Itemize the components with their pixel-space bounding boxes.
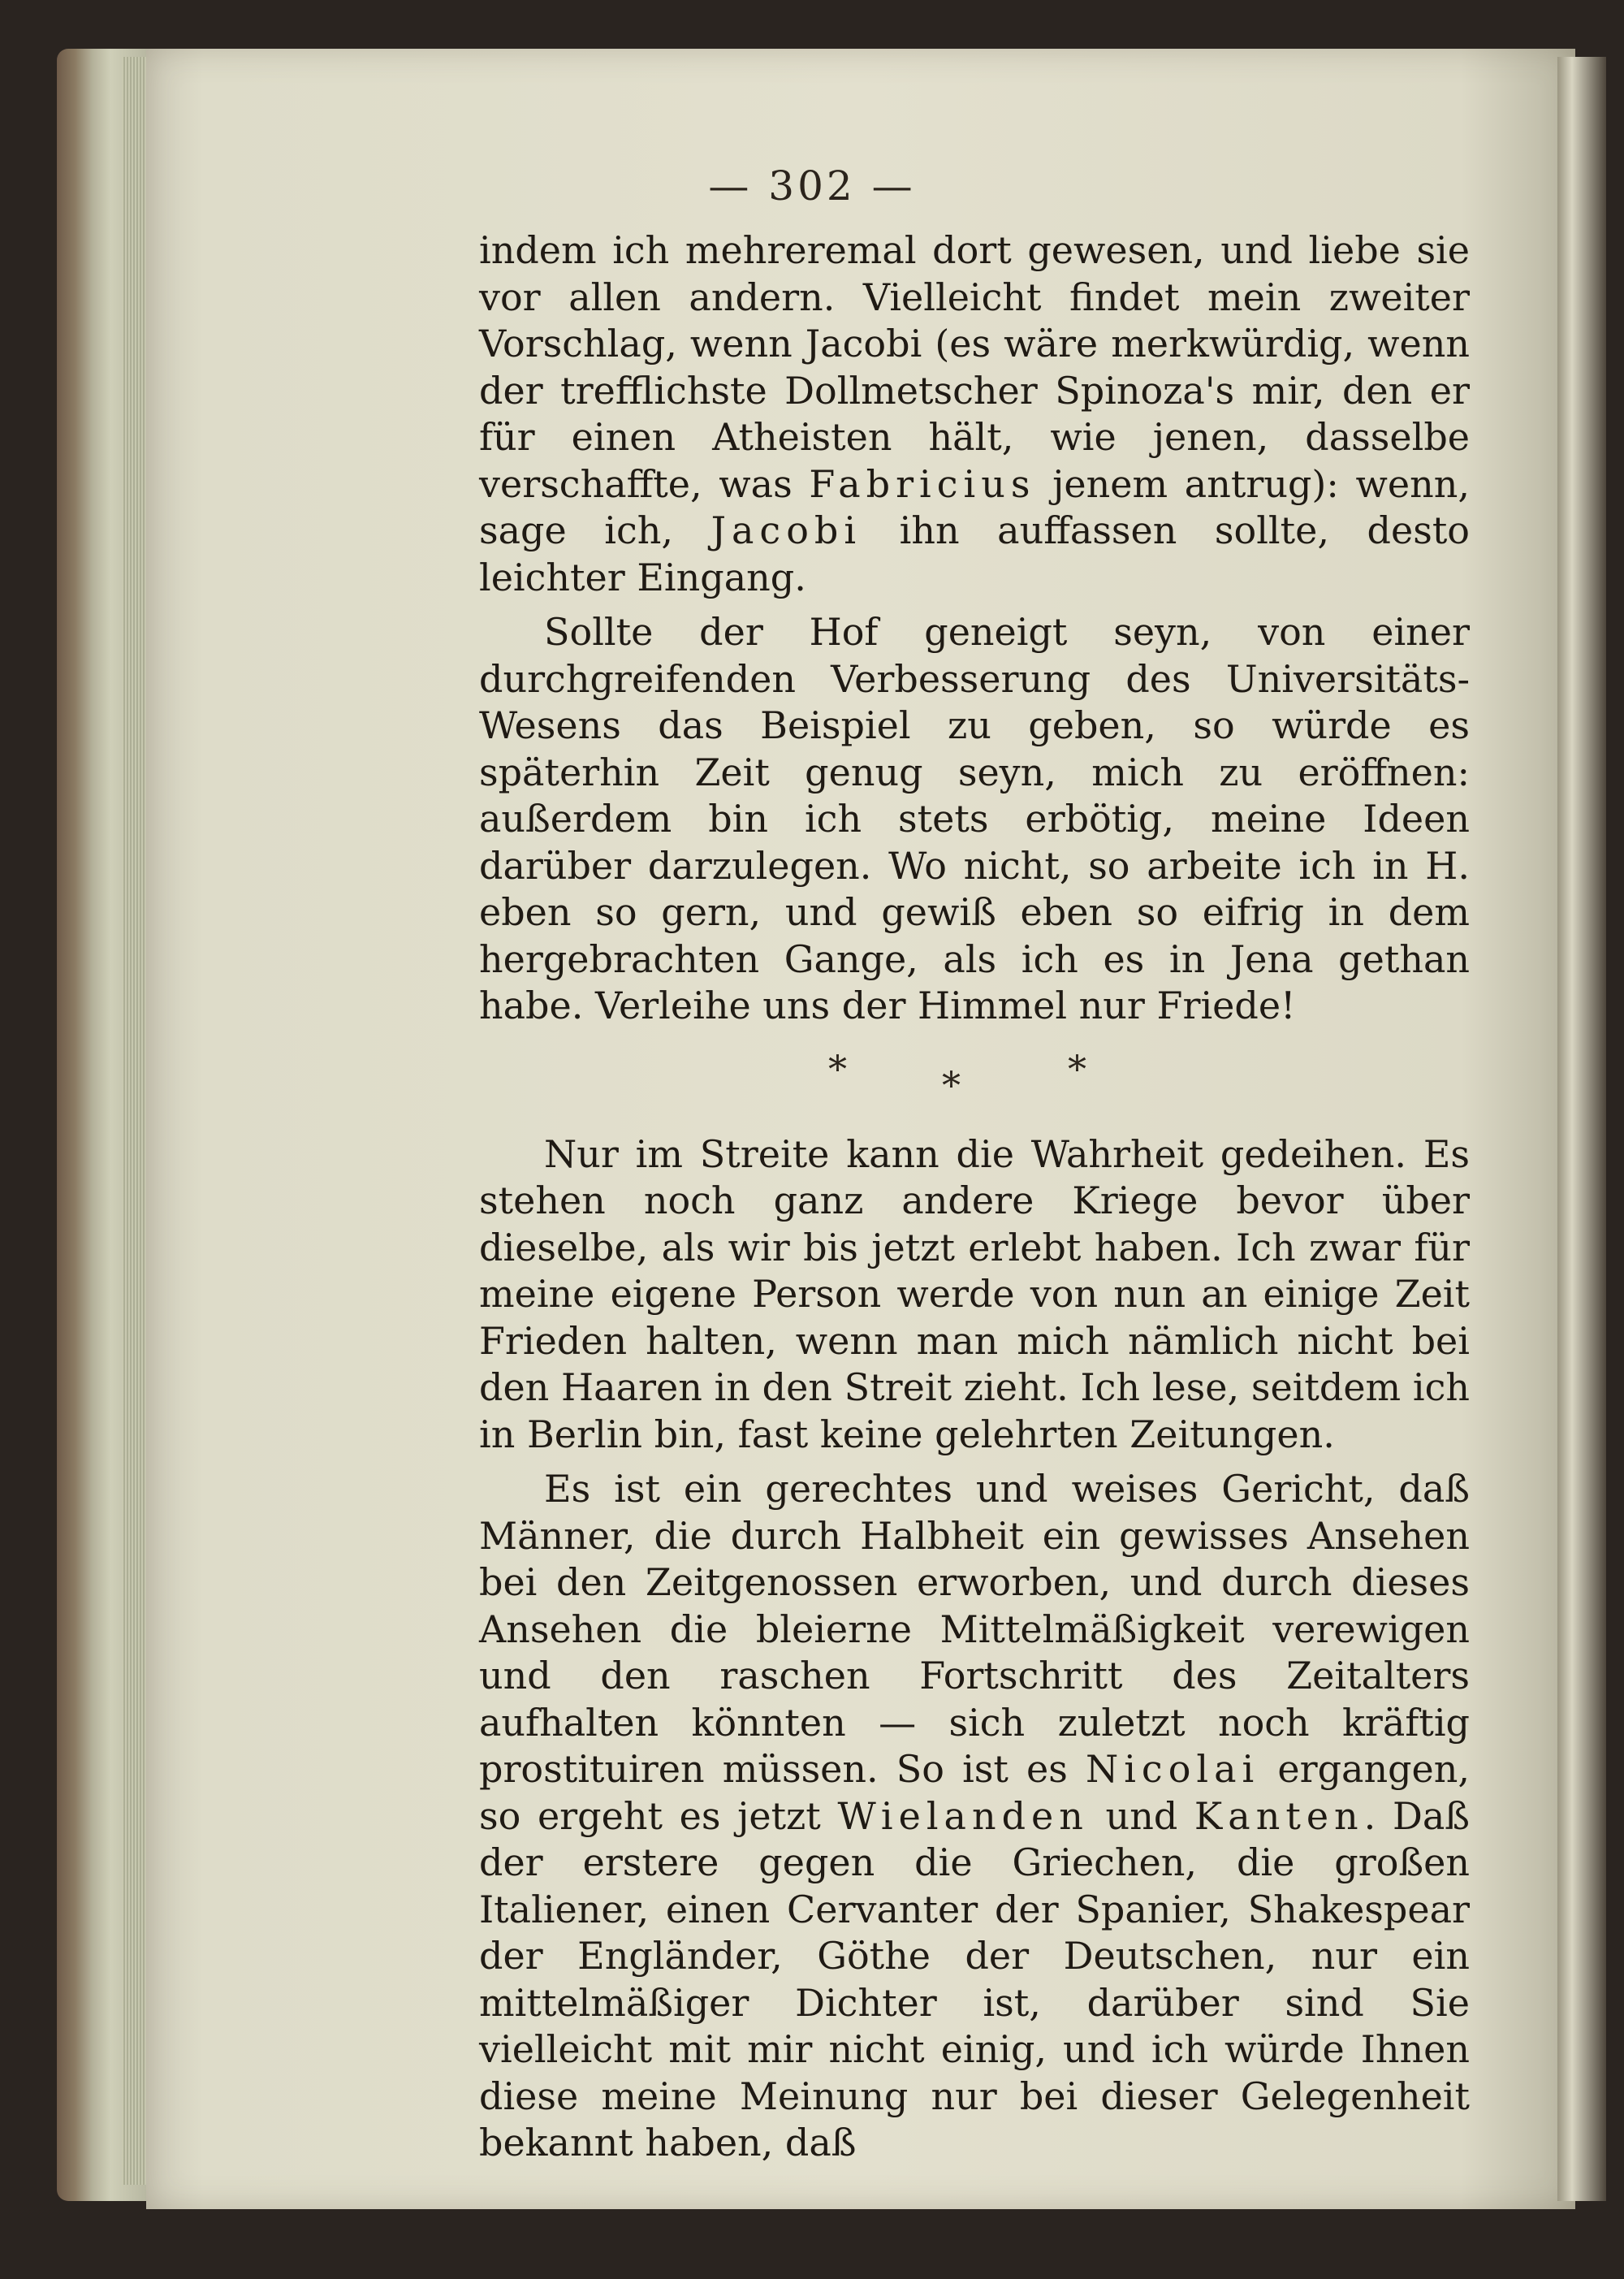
text-run: und bbox=[1088, 1793, 1194, 1838]
paragraph: Sollte der Hof geneigt seyn, von einer durchgreifenden Verbesserung des Universitäts-Wesens das Beispiel zu geben, so würde es späterhin Zeit genug seyn, mich zu eröffnen: außerdem bin ich stets erbötig, meine Ideen darüber darzulegen. Wo nicht, so arbeite ich in H. eben so gern, und gewiß eben so eifrig in dem hergebrachten Gange, als ich es in Jena gethan habe. Verleihe uns der Himmel nur Friede! bbox=[479, 610, 1470, 1027]
asterisk-ornament: * bbox=[942, 1062, 961, 1107]
asterisk-ornament: * bbox=[828, 1046, 847, 1091]
spaced-name: Nicolai bbox=[1085, 1747, 1260, 1791]
right-page-gutter bbox=[1557, 57, 1606, 2201]
spaced-name: Fabricius bbox=[809, 461, 1036, 506]
section-divider bbox=[479, 1030, 1470, 1123]
paragraph-continuation bbox=[479, 227, 1470, 601]
text-run: indem ich mehreremal dort gewesen, und liebe sie vor allen andern. Vielleicht findet mein zweiter Vorschlag, wenn Jacobi (es wäre merkwürdig, wenn der trefflichste Dollmetscher Spinoza's mir, den er für einen Atheisten hält, wie jenen, dasselbe verschaffte, was bbox=[479, 228, 1470, 506]
text-run: . Daß der erstere gegen die Griechen, die großen Italiener, einen Cervanter der Spanier, Shakespear der Engländer, Göthe der Deutschen, nur ein mittelmäßiger Dichter ist, darüber sind Sie vielleicht mit mir nicht einig, und ich würde Ihnen diese meine Meinung nur bei dieser Gelegenheit bekannt haben, daß bbox=[479, 1793, 1470, 2164]
page-text bbox=[479, 227, 1470, 2167]
asterisk-ornament: * bbox=[1068, 1046, 1086, 1091]
paragraph: Nur im Streite kann die Wahrheit gedeihen. Es stehen noch ganz andere Kriege bevor über dieselbe, als wir bis jetzt erlebt haben. Ich zwar für meine eigene Person werde von nun an einige Zeit Frieden halten, wenn man mich nämlich nicht bei den Haaren in den Streit zieht. Ich lese, seitdem ich in Berlin bin, fast keine gelehrten Zeitungen. bbox=[479, 1131, 1470, 1456]
paragraph bbox=[479, 1466, 1470, 2167]
text-run: ergangen, so ergeht es jetzt bbox=[479, 1747, 1470, 1838]
spaced-name: Wielanden bbox=[837, 1793, 1089, 1838]
text-run: ihn auffassen sollte, desto leichter Eingang. bbox=[479, 508, 1470, 599]
text-run: jenem antrug): wenn, sage ich, bbox=[479, 461, 1470, 552]
page-number: — 302 — bbox=[708, 162, 916, 210]
text-run: Es ist ein gerechtes und weises Gericht, daß Männer, die durch Halbheit ein gewisses Ansehen bei den Zeitgenossen erworben, und durch dieses Ansehen die bleierne Mittelmäßigkeit verewigen und den raschen Fortschritt des Zeitalters aufhalten könnten — sich zuletzt noch kräftig prostituiren müssen. So ist es bbox=[479, 1467, 1470, 1791]
spaced-name: Jacobi bbox=[710, 508, 862, 552]
spaced-name: Kanten bbox=[1194, 1793, 1364, 1838]
